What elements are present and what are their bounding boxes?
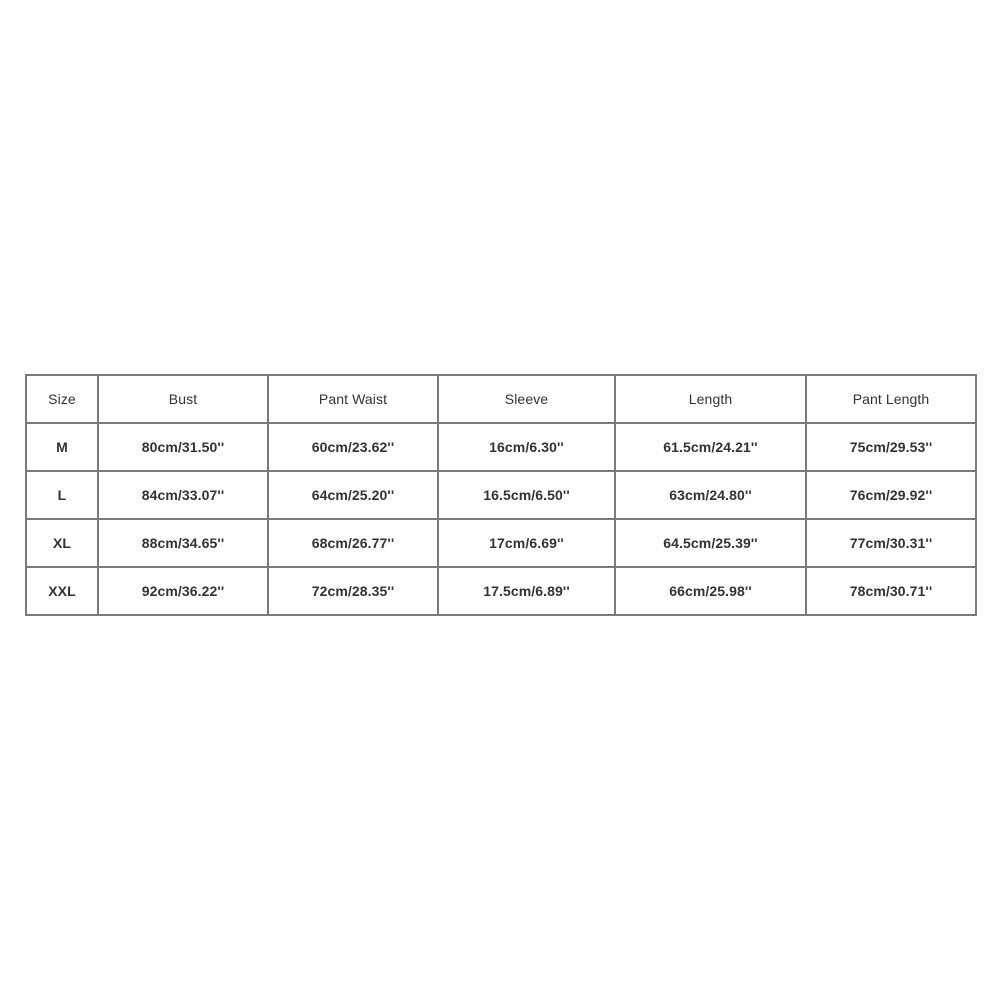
- header-pant-waist: Pant Waist: [268, 375, 438, 423]
- pant-waist-cell: 64cm/25.20'': [268, 471, 438, 519]
- bust-cell: 92cm/36.22'': [98, 567, 268, 615]
- length-cell: 63cm/24.80'': [615, 471, 806, 519]
- table-row: [26, 519, 976, 567]
- size-label: XXL: [26, 567, 98, 615]
- bust-cell: 80cm/31.50'': [98, 423, 268, 471]
- table-row: [26, 471, 976, 519]
- size-chart-table: [25, 374, 977, 616]
- size-label: M: [26, 423, 98, 471]
- bust-cell: 88cm/34.65'': [98, 519, 268, 567]
- table-row: [26, 423, 976, 471]
- pant-waist-cell: 68cm/26.77'': [268, 519, 438, 567]
- pant-length-cell: 75cm/29.53'': [806, 423, 976, 471]
- pant-length-cell: 77cm/30.31'': [806, 519, 976, 567]
- length-cell: 64.5cm/25.39'': [615, 519, 806, 567]
- sleeve-cell: 16.5cm/6.50'': [438, 471, 615, 519]
- pant-waist-cell: 60cm/23.62'': [268, 423, 438, 471]
- pant-length-cell: 78cm/30.71'': [806, 567, 976, 615]
- sleeve-cell: 16cm/6.30'': [438, 423, 615, 471]
- size-label: XL: [26, 519, 98, 567]
- table-header-row: [26, 375, 976, 423]
- pant-waist-cell: 72cm/28.35'': [268, 567, 438, 615]
- pant-length-cell: 76cm/29.92'': [806, 471, 976, 519]
- header-sleeve: Sleeve: [438, 375, 615, 423]
- header-length: Length: [615, 375, 806, 423]
- header-size: Size: [26, 375, 98, 423]
- header-pant-length: Pant Length: [806, 375, 976, 423]
- sleeve-cell: 17.5cm/6.89'': [438, 567, 615, 615]
- length-cell: 61.5cm/24.21'': [615, 423, 806, 471]
- table-row: [26, 567, 976, 615]
- sleeve-cell: 17cm/6.69'': [438, 519, 615, 567]
- size-label: L: [26, 471, 98, 519]
- bust-cell: 84cm/33.07'': [98, 471, 268, 519]
- length-cell: 66cm/25.98'': [615, 567, 806, 615]
- header-bust: Bust: [98, 375, 268, 423]
